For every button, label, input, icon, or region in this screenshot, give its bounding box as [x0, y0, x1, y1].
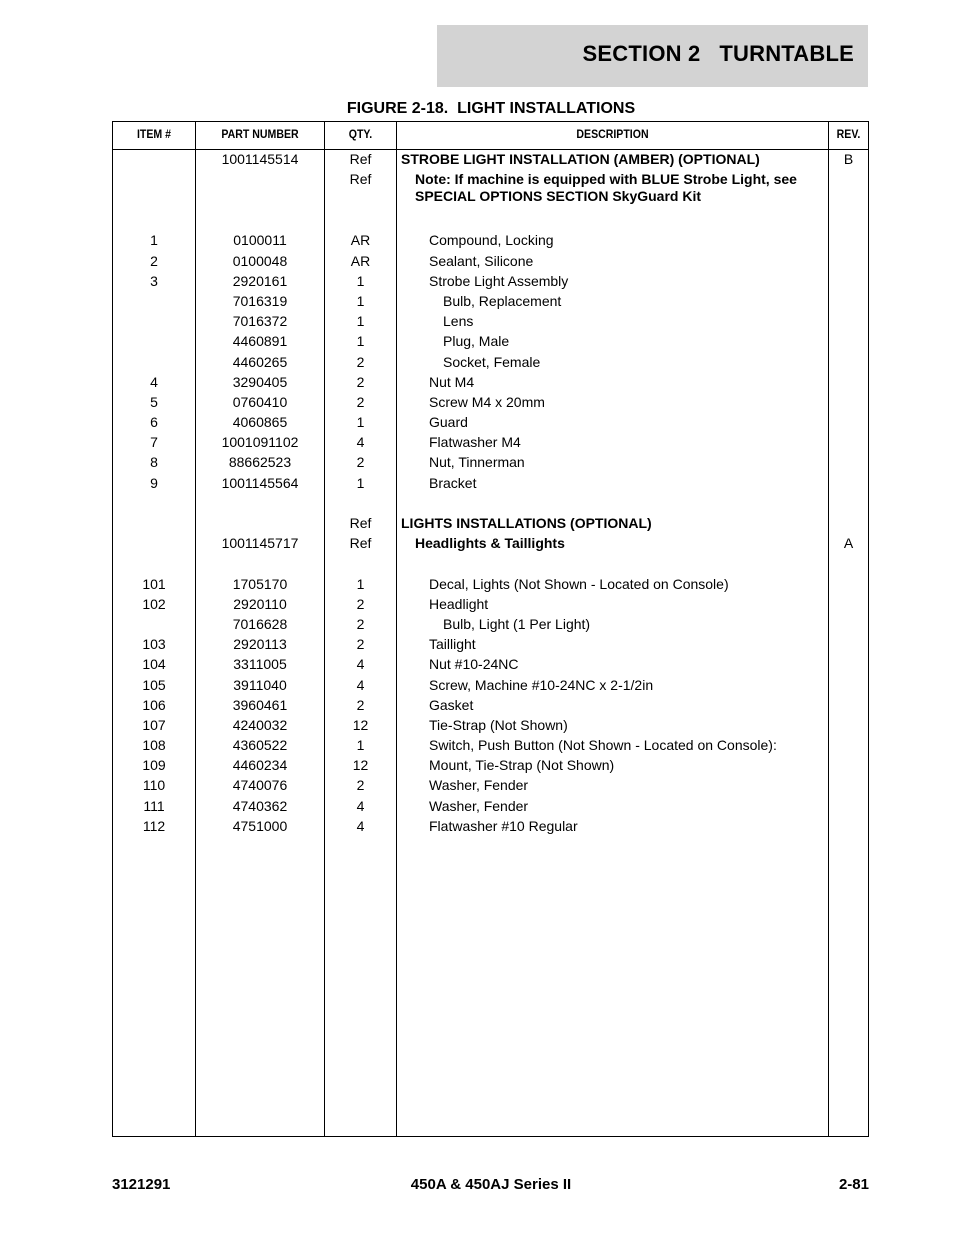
revision-cell [829, 696, 868, 697]
quantity-cell: Ref [349, 515, 372, 531]
column-header-qty: QTY. [348, 127, 373, 141]
item-number-cell [113, 150, 195, 151]
revision-cell [829, 615, 868, 616]
part-number-cell [196, 170, 324, 171]
table-row [113, 332, 868, 352]
revision-cell [829, 231, 868, 232]
item-number-cell [113, 615, 195, 616]
revision-cell [829, 676, 868, 677]
item-number-cell [113, 534, 195, 535]
description-cell: Taillight [429, 636, 476, 653]
item-number-cell: 6 [150, 414, 158, 431]
description-cell [401, 554, 829, 555]
table-row [113, 494, 868, 514]
part-number-cell: 3911040 [233, 676, 287, 693]
item-number-cell: 5 [150, 393, 158, 410]
quantity-cell: 1 [356, 272, 365, 289]
part-number-cell: 3960461 [232, 696, 288, 713]
revision-cell [829, 595, 868, 596]
section-title: SECTION 2 TURNTABLE [582, 41, 854, 66]
description-cell: Switch, Push Button (Not Shown - Located on Console): [429, 737, 777, 754]
description-cell: Socket, Female [443, 353, 541, 370]
quantity-cell: Ref [349, 171, 372, 188]
quantity-cell: 2 [356, 615, 365, 632]
description-cell: Nut #10-24NC [429, 656, 519, 673]
item-number-cell [113, 554, 195, 555]
revision-cell [829, 373, 868, 374]
description-cell: Lens [443, 313, 474, 330]
footer-model: 450A & 450AJ Series II [410, 1176, 572, 1193]
item-number-cell: 101 [142, 575, 166, 592]
description-cell: Tie-Strap (Not Shown) [429, 716, 568, 733]
part-number-cell: 1705170 [232, 575, 288, 592]
quantity-cell: 1 [356, 292, 365, 309]
part-number-cell: 4740076 [232, 777, 288, 794]
item-number-cell: 102 [142, 595, 166, 612]
revision-cell [829, 474, 868, 475]
description-cell: Sealant, Silicone [429, 252, 534, 269]
table-row [113, 635, 868, 655]
part-number-cell: 0760410 [232, 393, 288, 410]
part-number-cell: 2920110 [233, 595, 287, 612]
revision-cell [829, 817, 868, 818]
table-row [113, 756, 868, 776]
part-number-cell: 0100048 [232, 252, 288, 269]
item-number-cell [113, 494, 195, 495]
quantity-cell: 1 [356, 414, 365, 431]
table-row [113, 797, 868, 817]
quantity-cell: 4 [356, 797, 365, 814]
description-cell: Flatwasher #10 Regular [429, 817, 578, 834]
table-row [113, 312, 868, 332]
table-row [113, 272, 868, 292]
part-number-cell: 1001145514 [221, 151, 299, 167]
quantity-cell: 4 [356, 434, 365, 451]
item-number-cell [113, 312, 195, 313]
table-row [113, 231, 868, 251]
parts-table [112, 121, 869, 1137]
column-header-description: DESCRIPTION [576, 127, 649, 141]
revision-cell [829, 776, 868, 777]
item-number-cell: 7 [150, 434, 158, 451]
description-cell [401, 211, 829, 212]
description-cell: Compound, Locking [429, 232, 554, 249]
part-number-cell: 4460265 [232, 353, 288, 370]
part-number-cell: 88662523 [228, 454, 292, 471]
revision-cell [829, 413, 868, 414]
item-number-cell: 2 [150, 252, 158, 269]
description-cell: LIGHTS INSTALLATIONS (OPTIONAL) [401, 515, 652, 531]
part-number-cell: 7016628 [232, 615, 288, 632]
part-number-cell [196, 554, 324, 555]
item-number-cell [113, 514, 195, 515]
description-cell: Mount, Tie-Strap (Not Shown) [429, 757, 615, 774]
item-number-cell: 1 [150, 232, 158, 249]
part-number-cell: 4740362 [232, 797, 288, 814]
item-number-cell: 110 [142, 777, 166, 794]
item-number-cell [113, 292, 195, 293]
revision-cell [829, 756, 868, 757]
part-number-cell: 3311005 [233, 656, 287, 673]
part-number-cell [196, 211, 324, 212]
quantity-cell: 1 [356, 737, 365, 754]
item-number-cell: 3 [150, 272, 158, 289]
revision-cell [829, 797, 868, 798]
table-row [113, 393, 868, 413]
quantity-cell: AR [350, 232, 371, 249]
description-cell: Nut, Tinnerman [429, 454, 525, 471]
description-cell: Bulb, Light (1 Per Light) [443, 615, 591, 632]
column-header-part-number: PART NUMBER [221, 127, 299, 141]
quantity-cell [325, 494, 396, 495]
description-cell: Washer, Fender [429, 777, 529, 794]
table-row [113, 353, 868, 373]
table-row [113, 150, 868, 170]
description-cell: Flatwasher M4 [429, 434, 521, 451]
item-number-cell: 106 [142, 696, 166, 713]
footer-page-number: 2-81 [838, 1176, 869, 1193]
table-row [113, 413, 868, 433]
item-number-cell [113, 353, 195, 354]
table-row [113, 170, 868, 211]
quantity-cell: 2 [356, 454, 365, 471]
revision-cell [829, 716, 868, 717]
quantity-cell: 2 [356, 373, 365, 390]
table-row [113, 534, 868, 554]
item-number-cell: 112 [142, 817, 166, 834]
description-cell: Decal, Lights (Not Shown - Located on Console) [429, 575, 729, 592]
column-header-item: ITEM # [136, 127, 172, 141]
table-row [113, 615, 868, 635]
table-row [113, 433, 868, 453]
part-number-cell: 4360522 [232, 737, 288, 754]
quantity-cell: 2 [356, 393, 365, 410]
item-number-cell: 111 [143, 797, 165, 814]
part-number-cell: 4240032 [232, 716, 288, 733]
description-cell: Headlight [429, 595, 489, 612]
item-number-cell: 103 [142, 636, 166, 653]
table-row [113, 655, 868, 675]
revision-cell: B [843, 151, 854, 167]
item-number-cell [113, 211, 195, 212]
quantity-cell: 4 [356, 676, 365, 693]
part-number-cell: 7016372 [232, 313, 288, 330]
revision-cell [829, 393, 868, 394]
description-cell: Headlights & Taillights [415, 535, 565, 552]
quantity-cell: 1 [356, 575, 365, 592]
item-number-cell: 8 [150, 454, 158, 471]
quantity-cell [325, 211, 396, 212]
description-cell: Nut M4 [429, 373, 475, 390]
description-cell: Screw M4 x 20mm [429, 393, 545, 410]
part-number-cell: 4460891 [232, 333, 288, 350]
revision-cell [829, 252, 868, 253]
revision-cell [829, 272, 868, 273]
table-row [113, 211, 868, 231]
part-number-cell [196, 494, 324, 495]
part-number-cell: 1001091102 [221, 434, 299, 451]
table-row [113, 474, 868, 494]
quantity-cell: 12 [352, 757, 369, 774]
table-row [113, 453, 868, 473]
quantity-cell: 2 [356, 595, 365, 612]
revision-cell [829, 736, 868, 737]
table-row [113, 736, 868, 756]
item-number-cell: 9 [150, 474, 158, 491]
revision-cell [829, 554, 868, 555]
revision-cell [829, 211, 868, 212]
table-row [113, 696, 868, 716]
part-number-cell: 2920113 [233, 636, 287, 653]
quantity-cell: 4 [356, 817, 365, 834]
item-number-cell: 105 [142, 676, 166, 693]
item-number-cell: 109 [142, 757, 166, 774]
parts-table-body [113, 150, 868, 837]
description-cell: Strobe Light Assembly [429, 272, 569, 289]
item-number-cell: 108 [142, 737, 166, 754]
description-cell: Screw, Machine #10-24NC x 2-1/2in [429, 676, 654, 693]
quantity-cell: 2 [356, 777, 365, 794]
quantity-cell: 12 [352, 716, 369, 733]
revision-cell [829, 635, 868, 636]
part-number-cell: 1001145717 [221, 535, 299, 552]
item-number-cell: 107 [142, 716, 166, 733]
table-row [113, 554, 868, 574]
table-row [113, 514, 868, 534]
part-number-cell: 7016319 [232, 292, 288, 309]
quantity-cell: 2 [356, 636, 365, 653]
revision-cell [829, 332, 868, 333]
part-number-cell: 4751000 [232, 817, 288, 834]
table-row [113, 716, 868, 736]
table-row [113, 575, 868, 595]
table-row [113, 292, 868, 312]
part-number-cell: 4060865 [232, 414, 288, 431]
table-row [113, 817, 868, 837]
item-number-cell: 4 [150, 373, 158, 390]
quantity-cell: 2 [356, 353, 365, 370]
revision-cell [829, 575, 868, 576]
table-row [113, 373, 868, 393]
item-number-cell: 104 [142, 656, 166, 673]
section-header-box [437, 25, 868, 87]
quantity-cell: 1 [356, 333, 365, 350]
revision-cell [829, 170, 868, 171]
revision-cell [829, 453, 868, 454]
description-cell: Guard [429, 414, 468, 431]
part-number-cell: 3290405 [232, 373, 288, 390]
table-row [113, 595, 868, 615]
revision-cell [829, 292, 868, 293]
quantity-cell: 1 [356, 474, 365, 491]
revision-cell: A [843, 535, 854, 552]
quantity-cell: 4 [356, 656, 365, 673]
description-cell: Bulb, Replacement [443, 292, 562, 309]
item-number-cell [113, 332, 195, 333]
revision-cell [829, 433, 868, 434]
table-row [113, 252, 868, 272]
quantity-cell [325, 554, 396, 555]
part-number-cell: 4460234 [232, 757, 288, 774]
description-cell [401, 494, 829, 495]
description-cell: STROBE LIGHT INSTALLATION (AMBER) (OPTIONAL) [401, 151, 760, 167]
quantity-cell: 1 [356, 313, 365, 330]
item-number-cell [113, 170, 195, 171]
revision-cell [829, 494, 868, 495]
part-number-cell: 2920161 [232, 272, 288, 289]
part-number-cell: 1001145564 [221, 474, 299, 491]
quantity-cell: AR [350, 252, 371, 269]
figure-title: FIGURE 2-18. LIGHT INSTALLATIONS [346, 100, 636, 117]
table-row [113, 676, 868, 696]
quantity-cell: Ref [349, 151, 372, 167]
description-cell: Plug, Male [443, 333, 510, 350]
column-header-rev: REV. [836, 127, 861, 141]
part-number-cell: 0100011 [233, 232, 287, 249]
quantity-cell: Ref [349, 535, 372, 552]
revision-cell [829, 514, 868, 515]
description-cell: Gasket [429, 696, 474, 713]
part-number-cell [196, 514, 324, 515]
table-row [113, 776, 868, 796]
revision-cell [829, 353, 868, 354]
description-cell: Bracket [429, 474, 477, 491]
description-cell: Washer, Fender [429, 797, 529, 814]
revision-cell [829, 312, 868, 313]
revision-cell [829, 655, 868, 656]
description-cell: Note: If machine is equipped with BLUE Strobe Light, see SPECIAL OPTIONS SECTION SkyGuard Kit [415, 171, 797, 205]
footer-doc-number: 3121291 [112, 1176, 171, 1193]
quantity-cell: 2 [356, 696, 365, 713]
